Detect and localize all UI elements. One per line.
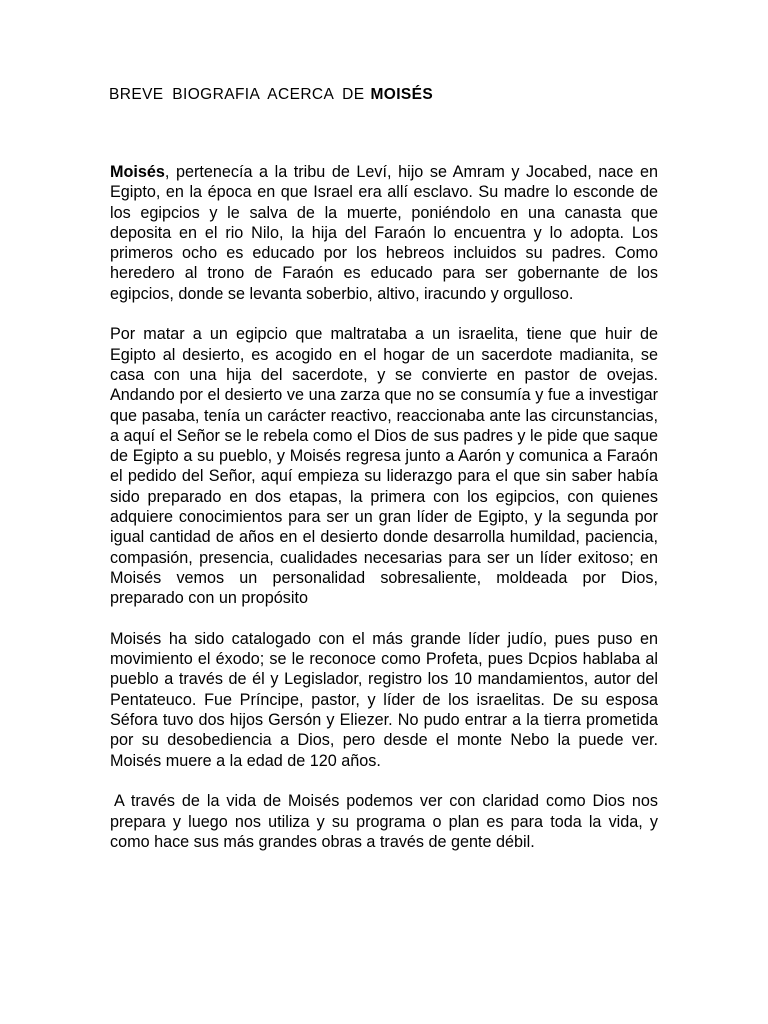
paragraph-1 <box>110 162 658 304</box>
document-body <box>110 162 658 852</box>
paragraph-3 <box>110 629 658 771</box>
paragraph-text: A través de la vida de Moisés podemos ver con claridad como Dios nos prepara y luego nos utiliza y su programa o plan es para toda la vida, y como hace sus más grandes obras a través de gente débil. <box>110 792 658 851</box>
title-name: MOISÉS <box>370 86 434 103</box>
paragraph-2 <box>110 324 658 608</box>
paragraph-lead: Moisés <box>110 163 165 181</box>
title-prefix: BREVE BIOGRAFIA ACERCA DE <box>109 86 365 103</box>
paragraph-text: Moisés ha sido catalogado con el más grande líder judío, pues puso en movimiento el éxodo; se le reconoce como Profeta, pues Dcpios hablaba al pueblo a través de él y Legislador, registro los 10 mandamientos, autor del Pentateuco. Fue Príncipe, pastor, y líder de los israelitas. De su esposa Séfora tuvo dos hijos Gersón y Eliezer. No pudo entrar a la tierra prometida por su desobediencia a Dios, pero desde el monte Nebo la puede ver. Moisés muere a la edad de 120 años. <box>110 629 658 770</box>
paragraph-text: , pertenecía a la tribu de Leví, hijo se Amram y Jocabed, nace en Egipto, en la época en que Israel era allí esclavo. Su madre lo esconde de los egipcios y le salva de la muerte, poniéndolo en una canasta que deposita en el rio Nilo, la hija del Faraón lo encuentra y lo adopta. Los primeros ocho es educado por los hebreos incluidos su padres. Como heredero al trono de Faraón es educado para ser gobernante de los egipcios, donde se levanta soberbio, altivo, iracundo y orgulloso. <box>110 163 658 303</box>
paragraph-4 <box>110 791 658 852</box>
paragraph-text: Por matar a un egipcio que maltrataba a un israelita, tiene que huir de Egipto al desierto, es acogido en el hogar de un sacerdote madianita, se casa con una hija del sacerdote, y se convierte en pastor de ovejas. Andando por el desierto ve una zarza que no se consumía y fue a investigar que pasaba, tenía un carácter reactivo, reaccionaba ante las circunstancias, a aquí el Señor se le rebela como el Dios de sus padres y le pide que saque de Egipto a su pueblo, y Moisés regresa junto a Aarón y comunica a Faraón el pedido del Señor, aquí empieza su liderazgo para el que sin saber había sido preparado en dos etapas, la primera con los egipcios, con quienes adquiere conocimientos para ser un gran líder de Egipto, y la segunda por igual cantidad de años en el desierto donde desarrolla humildad, paciencia, compasión, presencia, cualidades necesarias para ser un líder exitoso; en Moisés vemos un personalidad sobresaliente, moldeada por Dios, preparado con un propósito <box>110 325 658 608</box>
document-title <box>109 86 433 104</box>
